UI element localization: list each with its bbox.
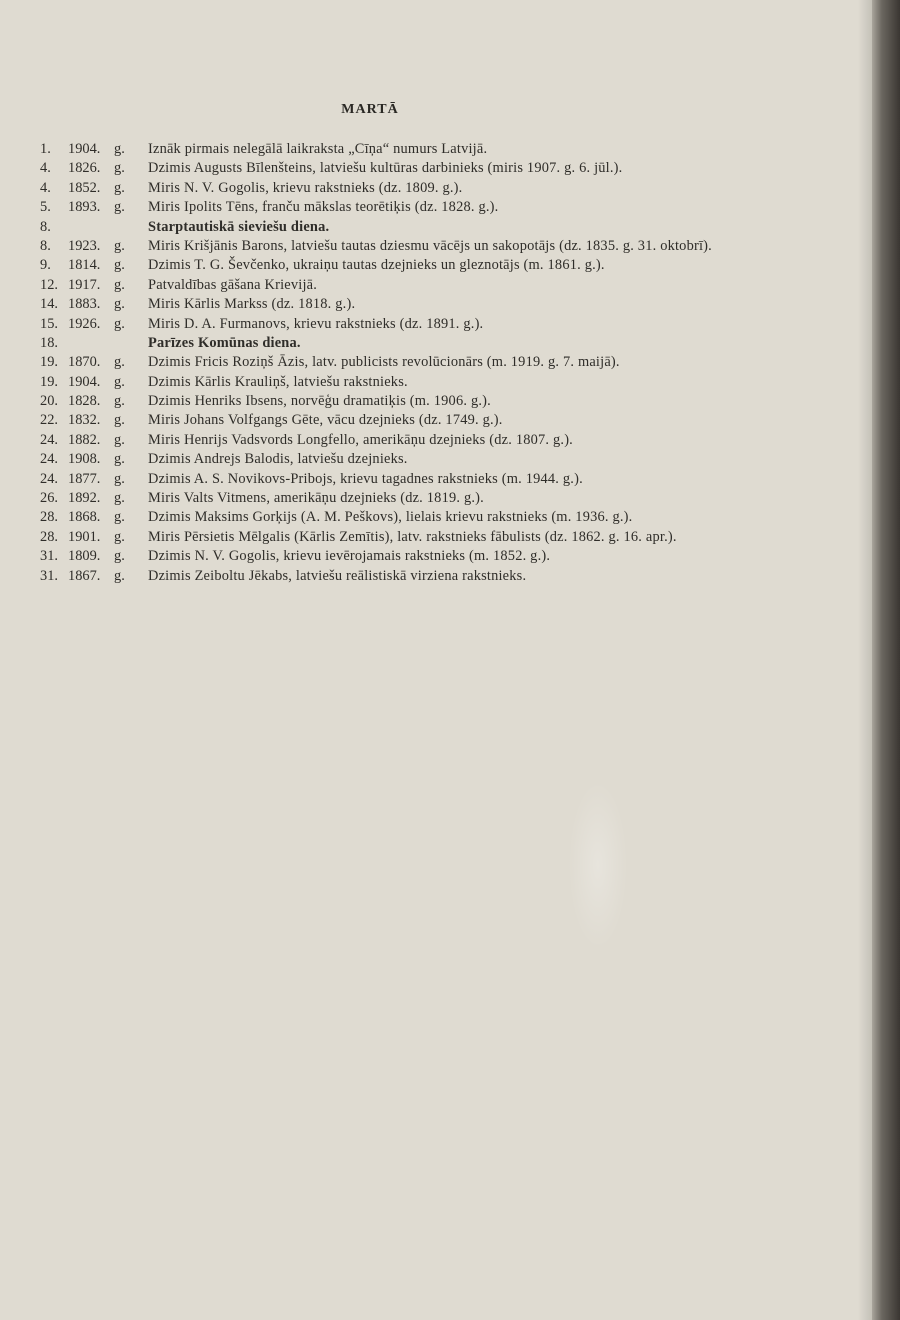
entry-day: 14. [40,296,58,313]
entry-year: 1917. [68,276,101,293]
entry-day: 12. [40,276,58,293]
entry-day: 9. [40,257,51,274]
entry-year: 1867. [68,567,101,584]
calendar-entry [40,412,720,429]
entry-year-suffix: g. [114,373,125,390]
entry-description: Dzimis Augusts Bīlenšteins, latviešu kultūras darbinieks (miris 1907. g. 6. jūl.). [148,160,623,177]
calendar-entry [40,219,720,236]
entry-year: 1926. [68,315,101,332]
entry-year: 1852. [68,179,101,196]
entry-year: 1904. [68,141,101,157]
entry-year: 1883. [68,296,101,313]
calendar-entry [40,374,720,391]
entry-day: 28. [40,528,58,545]
entry-year-suffix: g. [114,315,125,332]
entry-day: 4. [40,160,51,177]
entry-day: 4. [40,179,51,196]
entry-day: 31. [40,567,58,584]
entry-day: 5. [40,199,51,216]
entry-description: Dzimis T. G. Ševčenko, ukraiņu tautas dzejnieks un gleznotājs (m. 1861. g.). [148,257,605,274]
entry-year-suffix: g. [114,509,125,526]
calendar-entry [40,180,720,197]
entry-day: 19. [40,354,58,371]
entry-year-suffix: g. [114,276,125,293]
calendar-entry [40,393,720,410]
entry-year: 1826. [68,160,101,177]
entry-year: 1892. [68,490,101,507]
entry-description: Miris Ipolits Tēns, franču mākslas teorētiķis (dz. 1828. g.). [148,199,499,216]
calendar-entries-list [40,141,720,587]
entry-year-suffix [114,335,148,352]
calendar-entry [40,451,720,468]
entry-day: 24. [40,470,58,487]
entry-year-suffix: g. [114,160,125,177]
entry-year: 1814. [68,257,101,274]
entry-year-suffix: g. [114,296,125,313]
entry-day: 15. [40,315,58,332]
calendar-entry [40,471,720,488]
entry-description: Miris Pērsietis Mēlgalis (Kārlis Zemītis), latv. rakstnieks fābulists (dz. 1862. g. 16. apr.). [148,528,677,545]
page-shadow [858,0,872,1320]
entry-year-suffix: g. [114,179,125,196]
calendar-entry [40,257,720,274]
entry-year-suffix: g. [114,431,125,448]
entry-year-suffix: g. [114,412,125,429]
entry-description: Miris Henrijs Vadsvords Longfello, amerikāņu dzejnieks (dz. 1807. g.). [148,431,573,448]
entry-day: 8. [40,237,51,254]
entry-year-suffix: g. [114,548,125,565]
entry-year: 1870. [68,354,101,371]
entry-year-suffix: g. [114,451,125,468]
entry-year-suffix: g. [114,470,125,487]
entry-description: Dzimis Kārlis Krauliņš, latviešu rakstnieks. [148,373,408,390]
entry-day: 22. [40,412,58,429]
entry-description: Starptautiskā sieviešu diena. [148,218,330,235]
calendar-entry [40,141,720,158]
calendar-entry [40,490,720,507]
calendar-entry [40,568,720,585]
entry-day: 19. [40,373,58,390]
calendar-entry [40,277,720,294]
entry-day: 1. [40,141,51,157]
calendar-entry [40,548,720,565]
entry-year-suffix: g. [114,141,125,157]
entry-year-suffix: g. [114,354,125,371]
calendar-entry [40,316,720,333]
entry-year: 1923. [68,237,101,254]
entry-year: 1908. [68,451,101,468]
entry-day: 20. [40,393,58,410]
entry-year-suffix [114,219,148,236]
calendar-entry [40,354,720,371]
calendar-entry [40,432,720,449]
entry-description: Patvaldības gāšana Krievijā. [148,276,318,293]
entry-description: Iznāk pirmais nelegālā laikraksta „Cīņa“ numurs Latvijā. [148,141,488,157]
calendar-entry [40,529,720,546]
entry-year: 1877. [68,470,101,487]
calendar-entry [40,238,720,255]
entry-day: 8. [40,218,51,235]
entry-year: 1882. [68,431,101,448]
entry-description: Dzimis A. S. Novikovs-Pribojs, krievu tagadnes rakstnieks (m. 1944. g.). [148,470,583,487]
entry-description: Miris Valts Vitmens, amerikāņu dzejnieks (dz. 1819. g.). [148,490,484,507]
entry-year-suffix: g. [114,257,125,274]
entry-year-suffix: g. [114,393,125,410]
entry-day: 24. [40,431,58,448]
calendar-entry [40,160,720,177]
entry-year [68,219,114,236]
entry-description: Miris D. A. Furmanovs, krievu rakstnieks (dz. 1891. g.). [148,315,484,332]
calendar-entry [40,296,720,313]
calendar-entry [40,199,720,216]
entry-year: 1901. [68,528,101,545]
entry-description: Dzimis Henriks Ibsens, norvēģu dramatiķis (m. 1906. g.). [148,393,491,410]
entry-day: 28. [40,509,58,526]
entry-description: Miris Kārlis Markss (dz. 1818. g.). [148,296,356,313]
calendar-entry [40,509,720,526]
entry-day: 24. [40,451,58,468]
entry-description: Dzimis Maksims Gorķijs (A. M. Peškovs), lielais krievu rakstnieks (m. 1936. g.). [148,509,633,526]
page-title: MARTĀ [341,102,399,117]
entry-description: Dzimis Fricis Roziņš Āzis, latv. publicists revolūcionārs (m. 1919. g. 7. maijā). [148,354,620,371]
entry-year: 1828. [68,393,101,410]
entry-year: 1904. [68,373,101,390]
entry-description: Dzimis N. V. Gogolis, krievu ievērojamais rakstnieks (m. 1852. g.). [148,548,551,565]
paper-smudge [568,780,628,950]
calendar-entry [40,335,720,352]
entry-year-suffix: g. [114,567,125,584]
entry-description: Dzimis Zeiboltu Jēkabs, latviešu reālistiskā virziena rakstnieks. [148,567,527,584]
entry-description: Miris Krišjānis Barons, latviešu tautas dziesmu vācējs un sakopotājs (dz. 1835. g. 31. oktobrī). [148,237,712,254]
entry-day: 26. [40,490,58,507]
page-edge [872,0,900,1320]
entry-year-suffix: g. [114,199,125,216]
entry-day: 18. [40,334,58,351]
entry-description: Miris Johans Volfgangs Gēte, vācu dzejnieks (dz. 1749. g.). [148,412,503,429]
entry-year-suffix: g. [114,528,125,545]
entry-description: Miris N. V. Gogolis, krievu rakstnieks (dz. 1809. g.). [148,179,463,196]
entry-day: 31. [40,548,58,565]
entry-year: 1809. [68,548,101,565]
entry-year: 1832. [68,412,101,429]
entry-year [68,335,114,352]
entry-year-suffix: g. [114,237,125,254]
entry-year: 1893. [68,199,101,216]
entry-description: Parīzes Komūnas diena. [148,334,301,351]
entry-year-suffix: g. [114,490,125,507]
entry-year: 1868. [68,509,101,526]
entry-description: Dzimis Andrejs Balodis, latviešu dzejnieks. [148,451,408,468]
